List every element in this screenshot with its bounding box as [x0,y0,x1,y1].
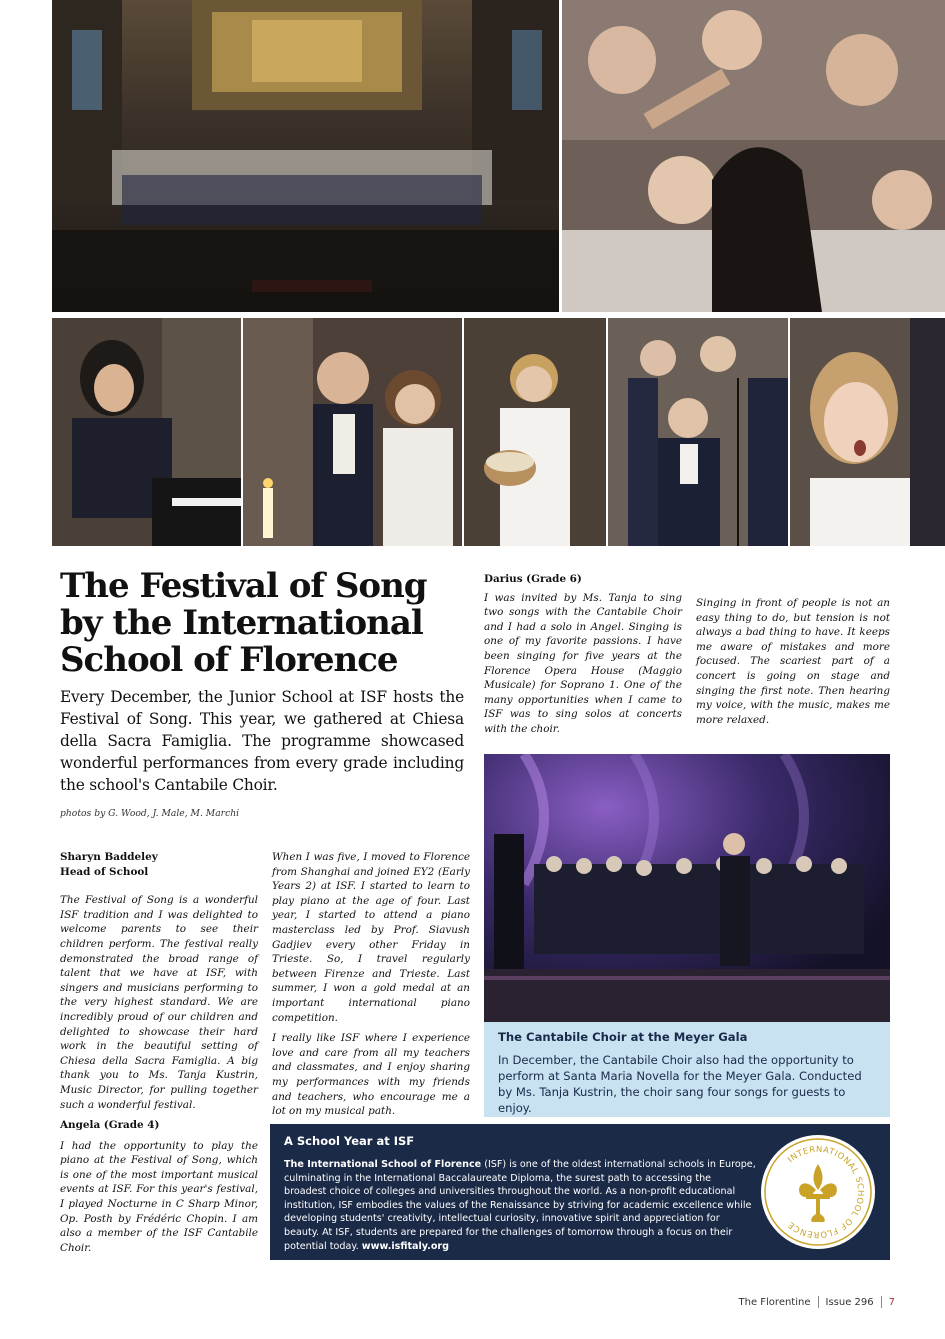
school-box-body: (ISF) is one of the oldest international schools in Europe, culminating in the International Baccalaureate Diploma, the surest path to accessing the broadest choice of colleges and universities throughout the world. As a non-profit educational institution, ISF embodies the values of the Renaissance by striving for academic excellence while developing students' creativity, intellectual curiosity, innovative spirit and appreciation for beauty. At ISF, students are prepared for the challenges of tomorrow through a focus on their potential today. [284,1159,756,1252]
school-box-title: A School Year at ISF [284,1134,415,1148]
sharyn-text: The Festival of Song is a wonderful ISF tradition and I was delighted to welcome parents to see their children perform. The festival really demonstrated the broad range of talent that we have at ISF, with singers and musicians performing to the very highest standard. We are incredibly proud of our children and delighted to showcase their hard work in the beautiful setting of Chiesa della Sacra Famiglia. A big thank you to Ms. Tanja Kustrin, Music Director, for pulling together such a wonderful festival. [60,894,258,1111]
caption-text: In December, the Cantabile Choir also had the opportunity to perform at Santa Maria Novella for the Meyer Gala. Conducted by Ms. Tanja Kustrin, the choir sang four songs for guests to enjoy. [498,1053,862,1115]
article-title: The Festival of Song by the International School of Florence [60,566,427,680]
caption-title: The Cantabile Choir at the Meyer Gala [498,1030,748,1044]
publication-name: The Florentine [738,1296,811,1308]
school-box-lead: The International School of Florence [284,1159,482,1170]
issue-number: Issue 296 [825,1296,874,1308]
photo-conductor-children [562,0,945,312]
school-url-link[interactable]: www.isfitaly.org [361,1240,450,1252]
angela-name: Angela (Grade 4) [60,1119,160,1132]
column-2 [272,850,470,1119]
column-4 [696,596,890,727]
photo-boys-microphones [608,318,788,546]
school-box-text [284,1158,756,1253]
photo-credit: photos by G. Wood, J. Male, M. Marchi [60,808,240,819]
angela-text-cont-2: I really like ISF where I experience love and care from all my teachers and classmates, and I enjoy sharing my performances with my friends and teachers, who encourage me a lot on my musical path. [272,1032,470,1118]
photo-young-children [243,318,462,546]
footer-divider [818,1296,819,1308]
photo-girl-singing [790,318,945,546]
school-info-box [270,1124,890,1260]
photo-cantabile-choir-stage [484,754,890,1022]
footer-divider [881,1296,882,1308]
choir-caption-box [484,1022,890,1117]
seal-text: INTERNATIONAL SCHOOL OF FLORENCE [785,1143,867,1241]
page-number: 7 [888,1296,895,1308]
page-footer [739,1296,896,1308]
darius-text-cont: Singing in front of people is not an easy thing to do, but tension is not always a bad thing to have. It keeps me aware of mistakes and more focused. The scariest part of a concert is going on stage and singing the first note. Then hearing my voice, with the music, makes me more relaxed. [696,597,890,726]
photo-boy-drum [464,318,606,546]
photo-choir-church [52,0,559,312]
isf-seal-logo [760,1134,876,1250]
column-3 [484,572,682,737]
angela-text: I had the opportunity to play the piano at the Festival of Song, which is one of the most important musical events at ISF. For this year's festival, I played Nocturne in C Sharp Minor, Op. Posth by Frédéric Chopin. I am also a member of the ISF Cantabile Choir. [60,1139,258,1254]
angela-text-cont: When I was five, I moved to Florence from Shanghai and joined EY2 (Early Years 2) at ISF. I started to learn to play piano at the age of four. Last year, I started to attend a piano masterclass led by Prof. Siavush Gadjiev every other Friday in Trieste. So, I travel regularly between Firenze and Trieste. Last summer, I won a gold medal at an important international piano competition. [272,851,470,1024]
sharyn-name: Sharyn Baddeley [60,851,158,863]
darius-name: Darius (Grade 6) [484,573,582,585]
darius-text: I was invited by Ms. Tanja to sing two songs with the Cantabile Choir and I had a solo in Angel. Singing is one of my favorite passions. I have been singing for five years at the Florence Opera House (Maggio Musicale) for Soprano 1. One of the many opportunities when I came to ISF was to sing solos at concerts with the choir. [484,591,682,735]
photo-girl-piano [52,318,241,546]
column-1 [60,850,258,1255]
article-intro: Every December, the Junior School at ISF hosts the Festival of Song. This year, we gathered at Chiesa della Sacra Famiglia. The programme showcased wonderful performances from every grade including the school's Cantabile Choir. [60,688,464,794]
sharyn-role: Head of School [60,865,149,878]
